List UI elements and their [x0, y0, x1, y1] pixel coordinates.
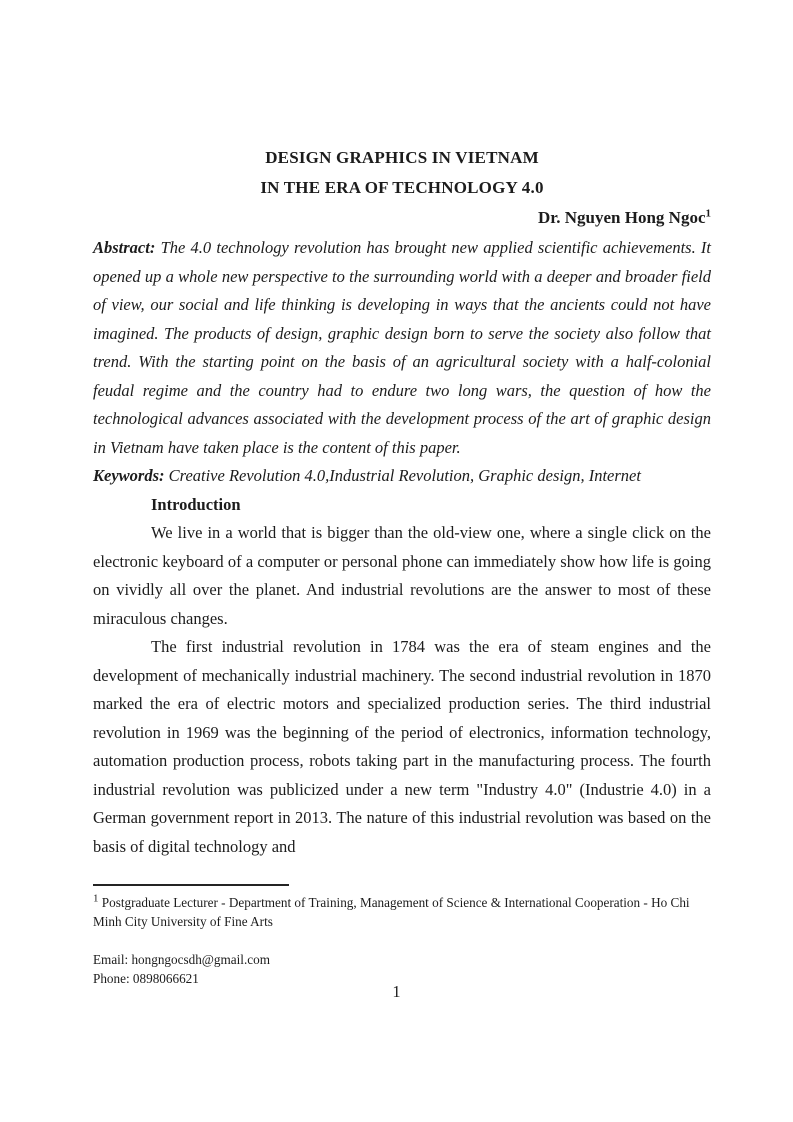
abstract-text: The 4.0 technology revolution has brought new applied scientific achievements. It opened up a whole new perspective to the surrounding world with a deeper and broader field of view, our social and life thinking is developing in ways that the ancients could not have imagined. The products of design, graphic design born to serve the society also follow that trend. With the starting point on the basis of an agricultural society with a half-colonial feudal regime and the country had to endure two long wars, the question of how the technological advances associated with the development process of the art of graphic design in Vietnam have taken place is the content of this paper. — [93, 238, 711, 457]
footnote-email-line: Email: hongngocsdh@gmail.com — [93, 952, 270, 967]
paper-title-line-1: DESIGN GRAPHICS IN VIETNAM — [265, 148, 539, 167]
body-paragraph-2: The first industrial revolution in 1784 was the era of steam engines and the development of mechanically industrial machinery. The second industrial revolution in 1870 marked the era of electric motors and specialized production series. The third industrial revolution in 1969 was the beginning of the period of electronics, information technology, automation production process, robots taking part in the manufacturing process. The fourth industrial revolution was publicized under a new term "Industry 4.0" (Industrie 4.0) in a German government report in 2013. The nature of this industrial revolution was based on the basis of digital technology and — [93, 637, 711, 856]
paper-title — [93, 143, 711, 203]
page-number: 1 — [392, 982, 401, 1001]
author-footnote-ref: 1 — [705, 207, 711, 220]
footnote-text-line — [93, 893, 711, 931]
keywords-label: Keywords: — [93, 466, 165, 485]
footnote-text: Postgraduate Lecturer - Department of Training, Management of Science & International Cooperation - Ho Chi Minh City University of Fine Arts — [93, 895, 690, 929]
keywords-line — [93, 462, 711, 491]
author-line — [93, 203, 711, 232]
keywords-text: Creative Revolution 4.0,Industrial Revolution, Graphic design, Internet — [168, 466, 641, 485]
footnote-ref: 1 — [93, 892, 99, 905]
abstract-paragraph — [93, 234, 711, 462]
body-paragraph-1: We live in a world that is bigger than the old-view one, where a single click on the electronic keyboard of a computer or personal phone can immediately show how life is going on vividly all over the planet. And industrial revolutions are the answer to most of these miraculous changes. — [93, 523, 711, 628]
paper-title-line-2: IN THE ERA OF TECHNOLOGY 4.0 — [260, 178, 544, 197]
author-name: Dr. Nguyen Hong Ngoc — [538, 208, 706, 227]
footnote-phone-line: Phone: 0898066621 — [93, 971, 199, 986]
section-heading-introduction: Introduction — [151, 494, 241, 514]
page-content — [93, 143, 711, 861]
footnote-block — [93, 884, 711, 988]
abstract-label: Abstract: — [93, 238, 156, 257]
footnote-separator — [93, 884, 289, 886]
